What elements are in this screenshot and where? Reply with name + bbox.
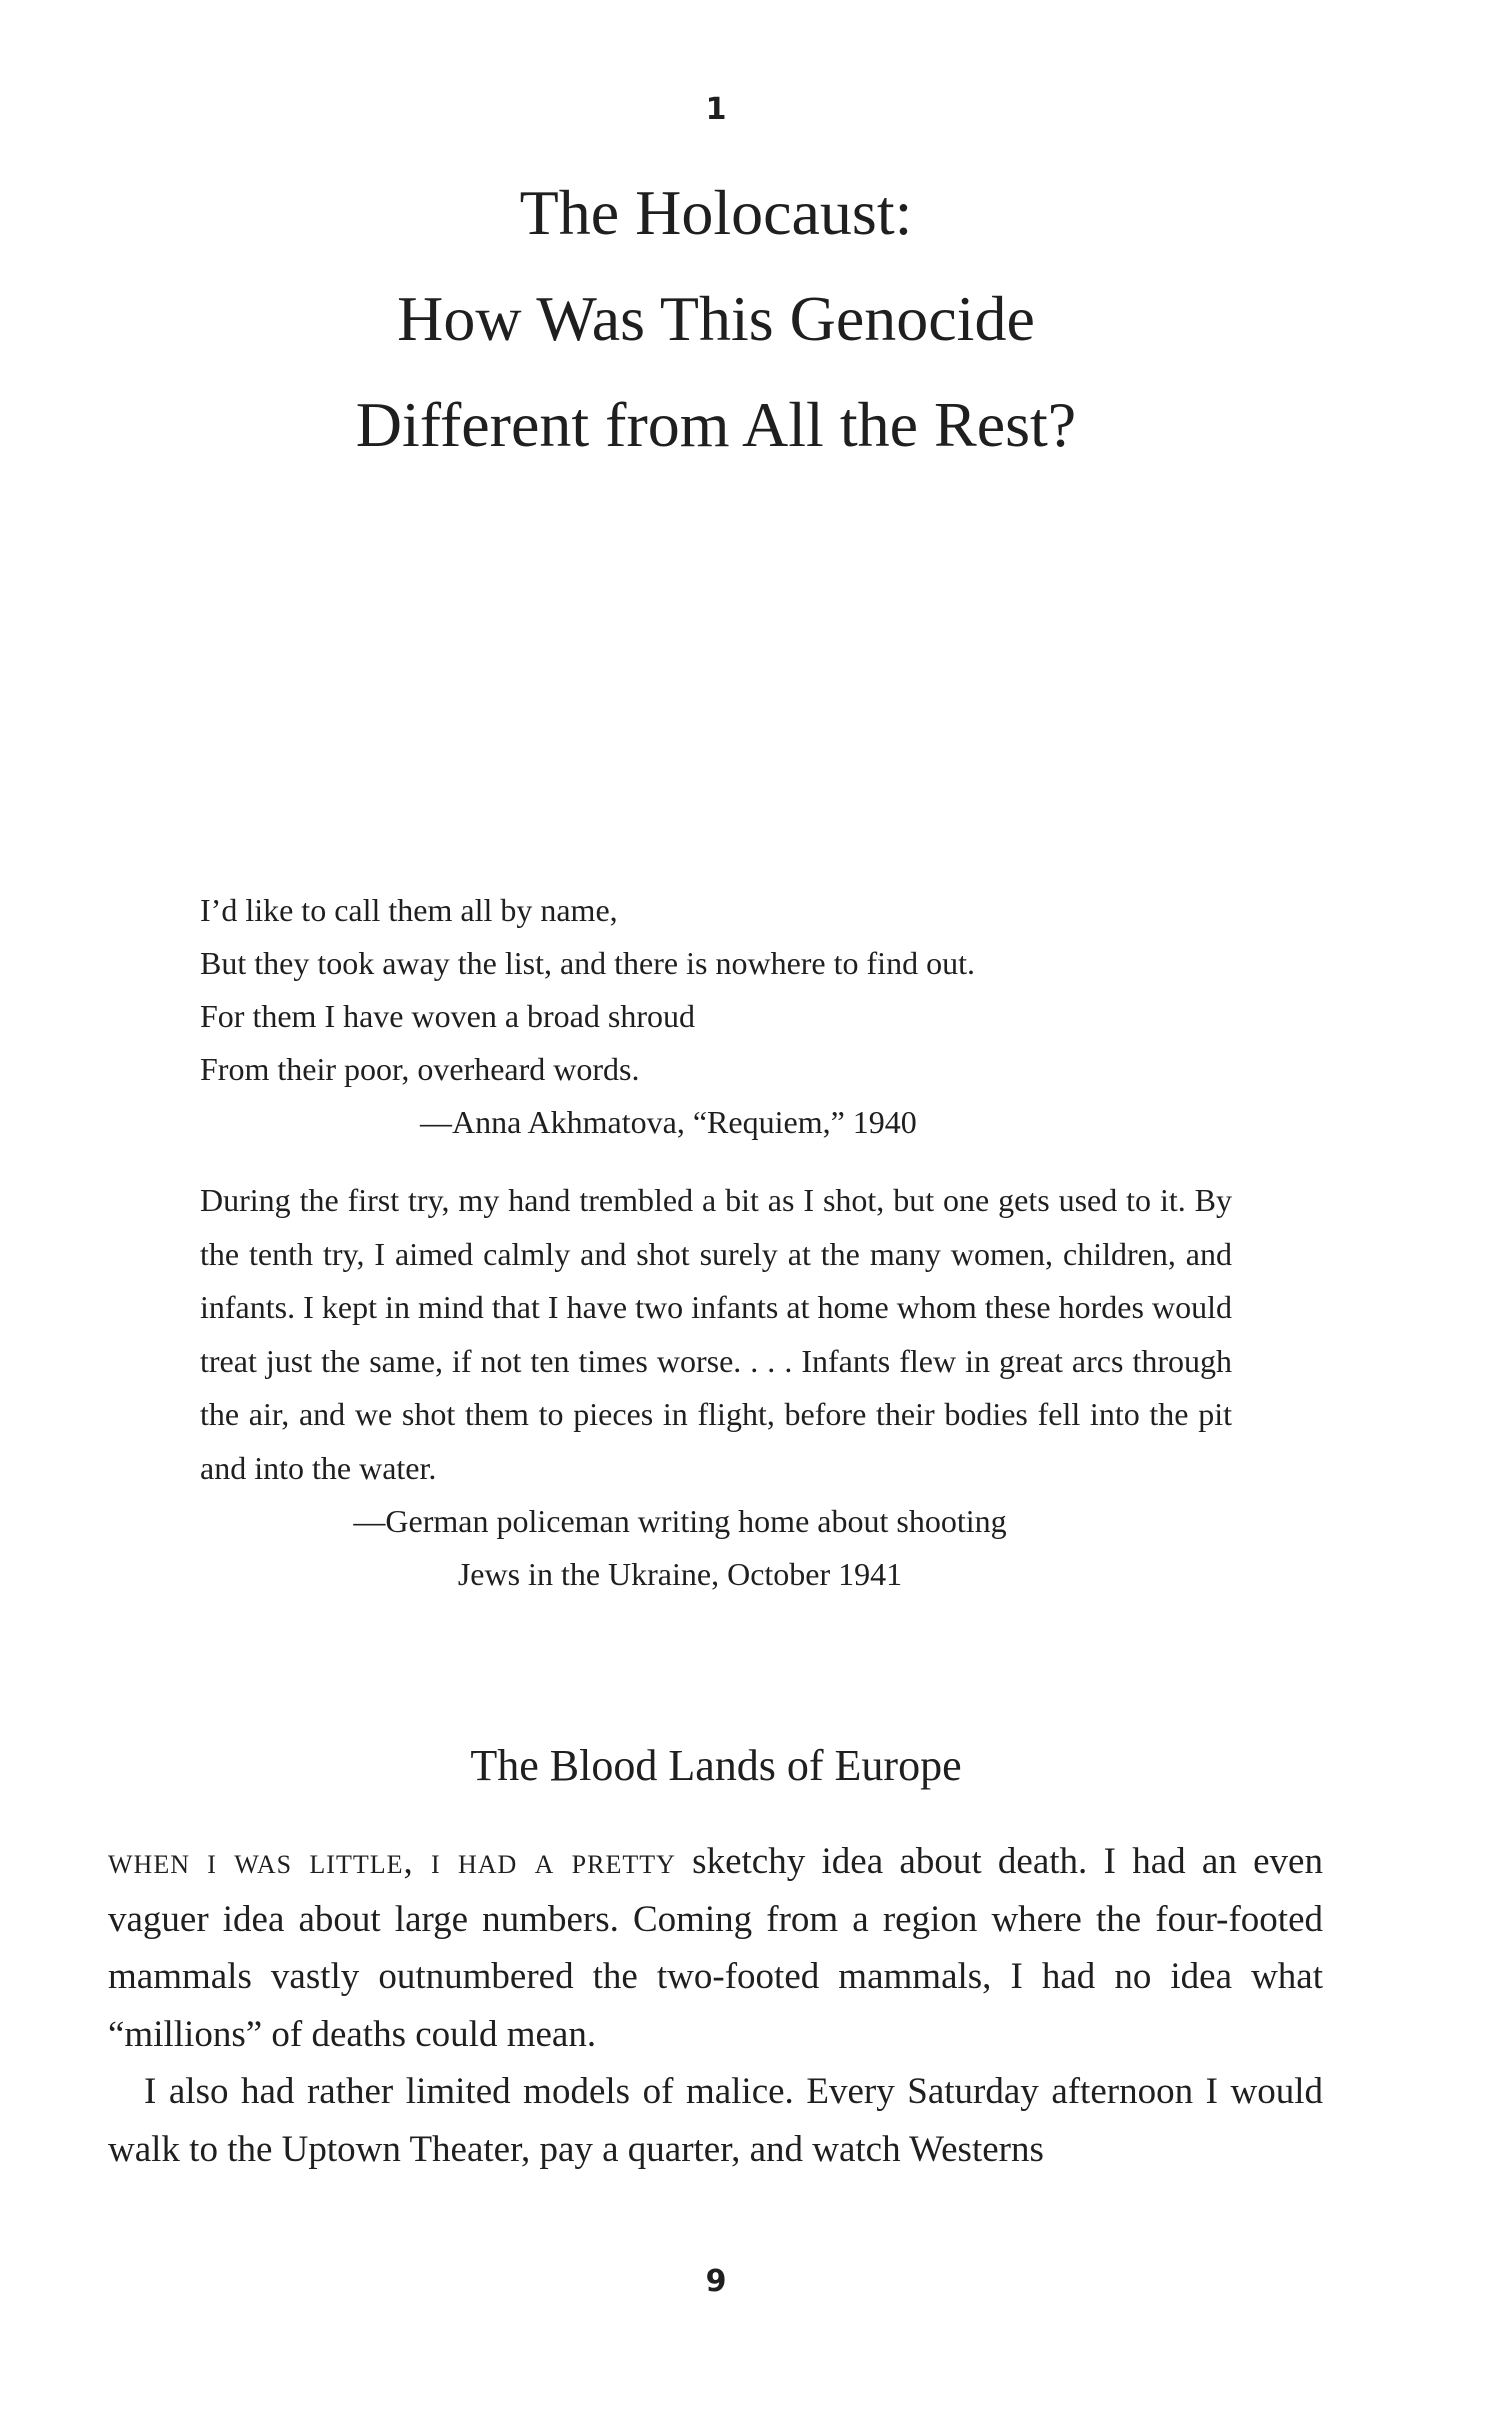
paragraph-text: sketchy idea about death. I had an even vaguer idea about large numbers. Coming from a region where the four-footed mammals vastly outnumbered the two-footed mammals, I had no idea what “millions” of deaths could mean. (108, 1841, 1323, 2055)
chapter-title-line: The Holocaust: (519, 177, 913, 248)
chapter-title (0, 160, 1432, 478)
body-paragraph: I also had rather limited models of malice. Every Saturday afternoon I would walk to the Uptown Theater, pay a quarter, and watch Westerns (108, 2071, 1323, 2170)
epigraph-poem-line: For them I have woven a broad shroud (200, 998, 695, 1034)
epigraph-quote-attribution-line: —German policeman writing home about shooting (353, 1503, 1007, 1539)
body-text (108, 1833, 1323, 2178)
epigraph-poem-line: But they took away the list, and there is nowhere to find out. (200, 945, 975, 981)
epigraph-poem-attribution: —Anna Akhmatova, “Requiem,” 1940 (420, 1104, 917, 1140)
epigraph-quote (200, 1174, 1240, 1601)
epigraph-poem-line: I’d like to call them all by name, (200, 892, 618, 928)
epigraph-poem (200, 884, 1240, 1149)
epigraph-quote-attribution (200, 1495, 1160, 1601)
epigraph-quote-text: During the first try, my hand trembled a bit as I shot, but one gets used to it. By the tenth try, I aimed calmly and shot surely at the many women, children, and infants. I kept in mind that I have two infants at home whom these hordes would treat just the same, if not ten times worse. . . . Infants flew in great arcs through the air, and we shot them to pieces in flight, before their bodies fell into the pit and into the water. (200, 1182, 1232, 1486)
body-paragraph (108, 1833, 1323, 2063)
page-number: 9 (705, 2264, 727, 2299)
epigraph-poem-line: From their poor, overheard words. (200, 1051, 640, 1087)
chapter-title-line: Different from All the Rest? (355, 389, 1077, 460)
section-heading: The Blood Lands of Europe (470, 1741, 962, 1790)
lead-in-smallcaps: when i was little, i had a pretty (108, 1841, 676, 1882)
chapter-number: 1 (705, 92, 727, 127)
epigraph-quote-attribution-line: Jews in the Ukraine, October 1941 (457, 1556, 903, 1592)
chapter-title-line: How Was This Genocide (397, 283, 1035, 354)
